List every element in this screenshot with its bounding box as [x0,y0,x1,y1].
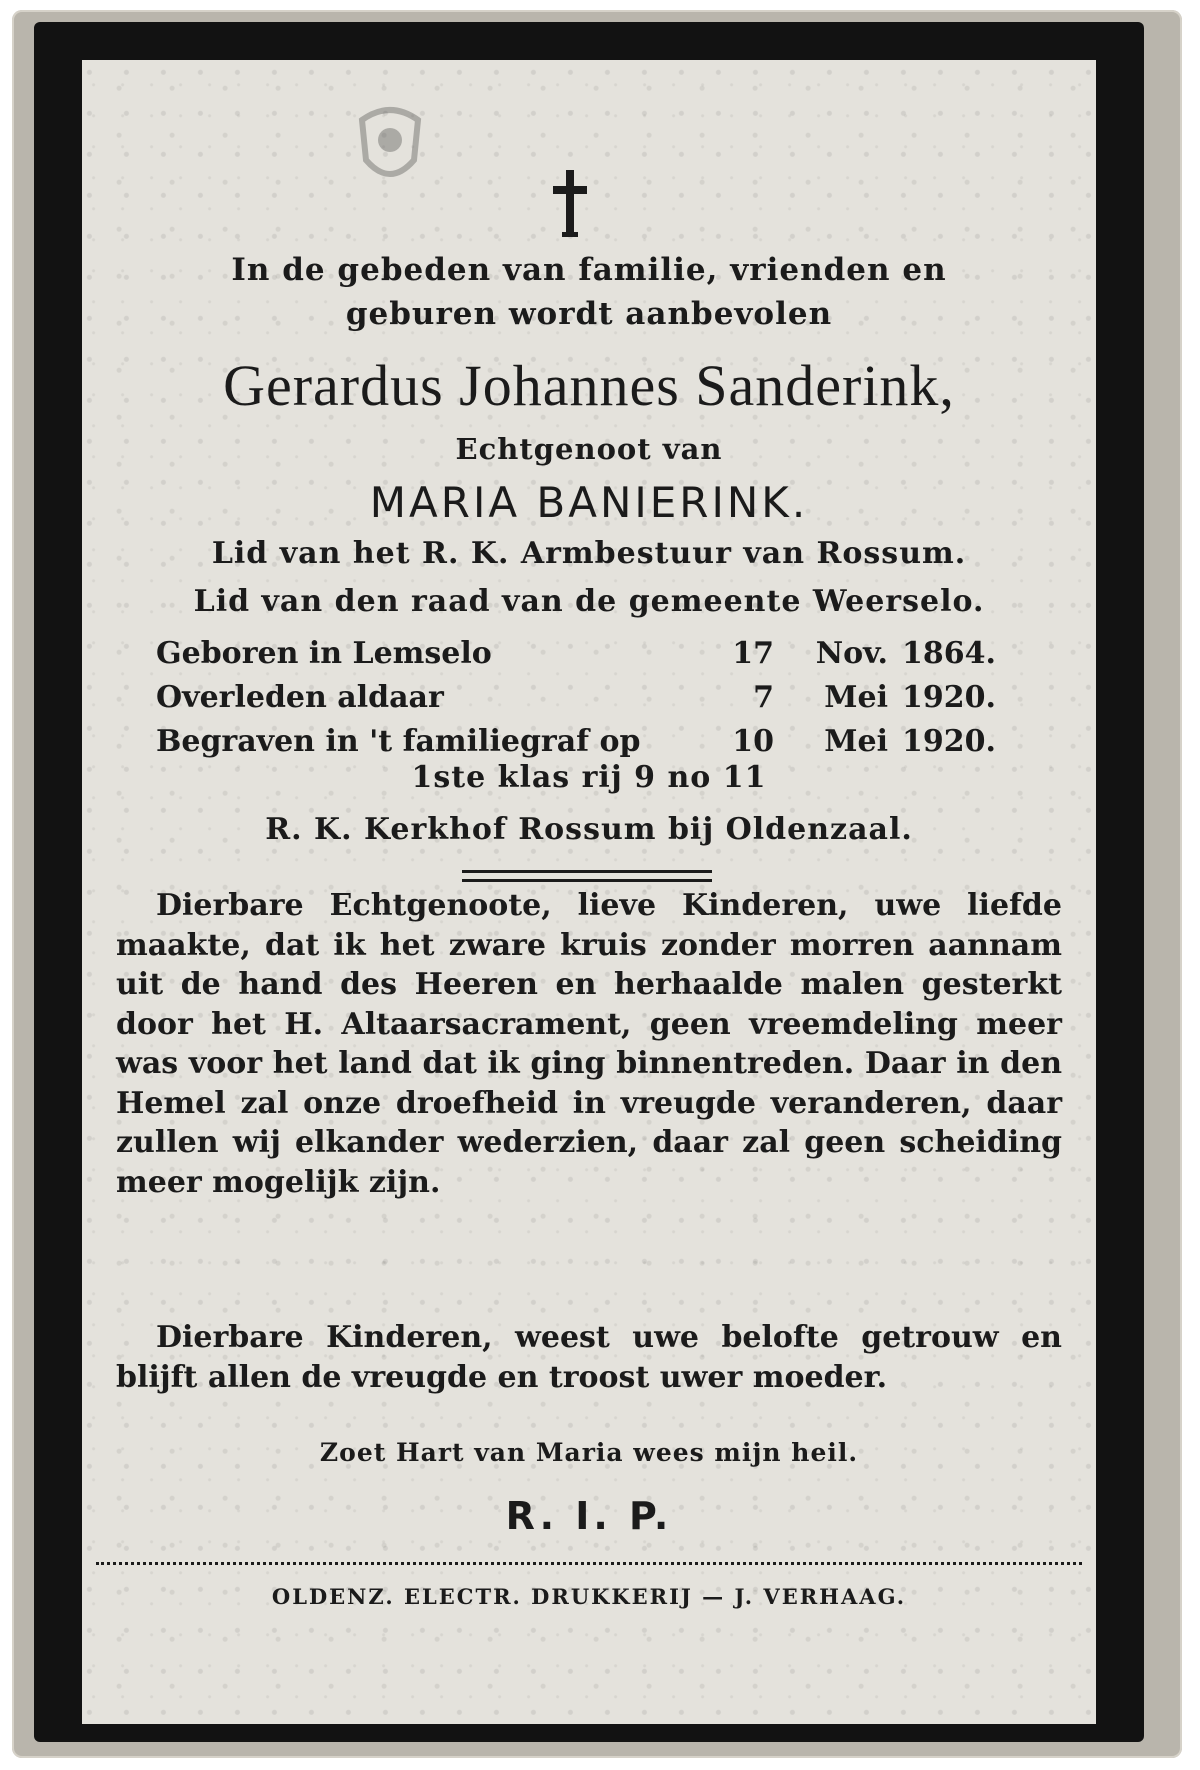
date-year: 1920. [902,680,996,715]
memorial-card [82,60,1096,1724]
membership-line-1: Lid van het R. K. Armbestuur van Rossum. [211,536,967,571]
date-month: Mei [824,724,888,759]
date-month: Mei [824,680,888,715]
grave-location: 1ste klas rij 9 no 11 [411,760,767,795]
spouse-label: Echtgenoot van [455,432,723,466]
membership-line-2: Lid van den raad van de gemeente Weerselo. [193,584,985,619]
life-dates [156,636,996,768]
verse-paragraph: Dierbare Echtgenoote, lieve Kinderen, uwe liefde maakte, dat ik het zware kruis zonder morren aannam uit de hand des Heeren en herhaalde malen gesterkt door het H. Altaarsacrament, geen vreemdeling meer was voor het land dat ik ging binnentreden. Daar in den Hemel zal onze droefheid in vreugde veranderen, daar zullen wij elkander wederzien, daar zal geen scheiding meer mogelijk zijn. [116,888,1062,1200]
date-label: Overleden aldaar [156,680,444,715]
emblem-icon [352,100,428,190]
birth-date-row [156,636,996,680]
intro-line-2: geburen wordt aanbevolen [345,296,833,332]
cemetery-name: R. K. Kerkhof Rossum bij Oldenzaal. [265,812,913,847]
date-year: 1864. [902,636,996,671]
divider-line [462,879,712,882]
verse-paragraph: Dierbare Kinderen, weest uwe belofte getrouw en blijft allen de vreugde en troost uwer moeder. [116,1320,1062,1395]
spouse-name: MARIA BANIERINK. [369,478,809,527]
closing-prayer: Zoet Hart van Maria wees mijn heil. [319,1438,859,1467]
dotted-divider [96,1562,1082,1565]
date-month: Nov. [815,636,888,671]
death-date-row [156,680,996,724]
printer-credit: OLDENZ. ELECTR. DRUKKERIJ — J. VERHAAG. [271,1584,907,1609]
date-day: 17 [732,636,774,671]
date-day: 7 [753,680,774,715]
divider-line [462,870,712,873]
date-label: Geboren in Lemselo [156,636,492,671]
latin-cross-icon [550,168,590,238]
intro-line-1: In de gebeden van familie, vrienden en [231,252,947,288]
memorial-card-mount [12,10,1182,1758]
mourning-border [34,22,1144,1742]
date-day: 10 [732,724,774,759]
date-label: Begraven in 't familiegraf op [156,724,641,759]
deceased-name: Gerardus Johannes Sanderink, [223,353,955,418]
rip-text: R. I. P. [505,1494,673,1538]
date-year: 1920. [902,724,996,759]
